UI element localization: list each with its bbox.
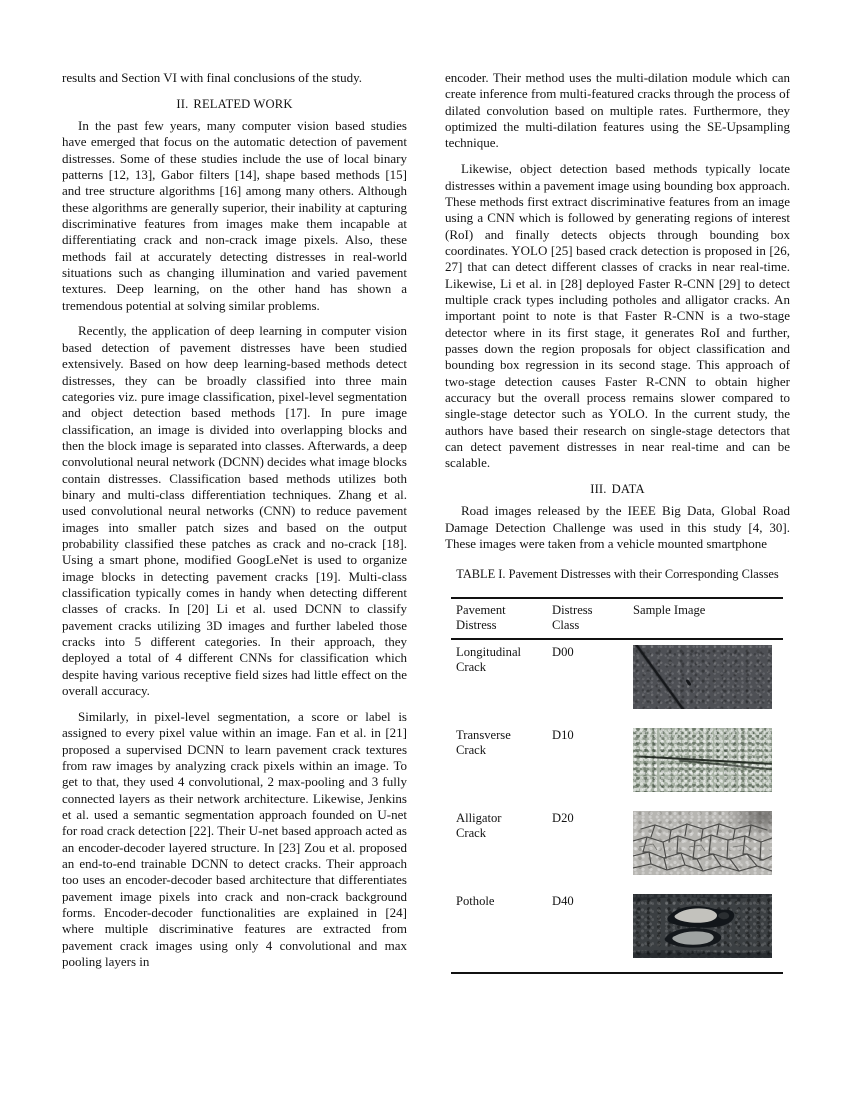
column-header-pavement-distress [451,598,551,638]
paragraph-related-work-3: Similarly, in pixel-level segmentation, a score or label is assigned to every pixel value within an image. Fan et al. in [21] proposed a supervised DCNN to learn pavement crack textures from raw images by analyzing crack pixels within an image. To get to that, they used 4 convolutional, 2 max-pooling and 3 fully connected layers as their network architecture. Likewise, Jenkins et al. used a semantic segmentation approach founded on U-net for road crack detection [22]. Their U-net based approach acted as an encoder-decoder layered structure. In [23] Zou et al. proposed an end-to-end trainable DCNN to detect cracks. Their approach too uses an encoder-decoder based architecture that differentiates pavement image pixels into crack and non-crack background forms. Encoder-decoder functionalities are explained in [24] where multiple discriminative features are extracted from pavement crack images using only 4 convolutional and max pooling layers in [62,708,407,970]
distress-line-2: Crack [456,742,487,757]
section-number: II. [176,96,189,111]
upper-shadow-band [633,894,772,902]
cell-distress-class [551,639,633,723]
two-column-body [62,70,790,1000]
cell-sample-image [633,639,783,723]
table-row [451,889,783,973]
distress-line-2: Crack [456,825,487,840]
pothole-photo [633,894,772,958]
cell-distress-class [551,889,633,973]
header-line-2: Class [552,618,580,633]
section-heading-data [445,481,790,497]
asphalt-grain-texture [633,645,772,709]
cell-distress-class [551,806,633,889]
header-line-1: Pavement [456,603,506,618]
distress-line-1: Transverse [456,727,511,742]
cell-distress-name [451,806,551,889]
column-header-sample-image [633,598,783,638]
paragraph-object-detection: Likewise, object detection based methods typically locate distresses within a pavement image using bounding box approach. These methods first extract discriminative features from an image using a CNN which is followed by generating regions of interest (RoI) and finally detects objects through bounding box coordinates. YOLO [25] based crack detection is proposed in [26, 27] that can detect different classes of cracks in near real-time. Likewise, Li et al. in [28] deployed Faster R-CNN [29] to detect multiple crack types including potholes and alligator cracks. An important point to note is that Faster R-CNN is a two-stage detector where in its first stage, it generates RoI and further, passes down the region proposals for object classification and bounding box regression in its second stage. This approach of two-stage detection causes Faster R-CNN to obtain higher accuracy but the overall process remains slower compared to single-stage detector such as YOLO. In the current study, the authors have based their research on single-stage detectors that can detect pavement distresses in near real-time and can be scalable. [445,161,790,471]
distress-line-2: Crack [456,659,487,674]
table-row [451,723,783,806]
distress-line-1: Longitudinal [456,644,522,659]
table-block [445,566,790,973]
table-caption: TABLE I. Pavement Distresses with their Corresponding Classes [456,567,779,582]
transverse-crack-photo [633,728,772,792]
longitudinal-crack-photo [633,645,772,709]
paragraph-data: Road images released by the IEEE Big Data, Global Road Damage Detection Challenge was used in this study [4, 30]. These images were taken from a vehicle mounted smartphone [445,503,790,551]
cell-distress-name [451,723,551,806]
table-header-row [451,598,783,638]
cell-distress-name [451,639,551,723]
cell-sample-image [633,723,783,806]
column-header-distress-class [551,598,633,638]
section-number: III. [590,482,607,497]
paragraph-related-work-2: Recently, the application of deep learning in computer vision based detection of pavement distresses have been studied extensively. Based on how deep learning-based methods detect distresses, they can be broadly classified into three main categories viz. pure image classification, pixel-level segmentation and object detection based methods [17]. In pure image classification, an image is divided into overlapping blocks and then the block image is separated into classes. Afterwards, a deep convolutional neural network (DCNN) decides what image blocks contain distresses. Classification based methods utilizes both binary and multi-class differentiation techniques. Zhang et al. used convolutional neural networks (CNN) to reduce pavement images into smaller patch sizes and based on the output probability classified these patches as crack and no-crack [18]. Using a smart phone, modified GoogLeNet is used to organize image blocks in detecting pavement cracks [19]. Multi-class classification typically comes in handy when detecting different classes of cracks. In [20] Li et al. used DCNN to classify pavement cracks utilizing 3D images and further labeled those cracks into 5 different categories. In their approach, they deployed a total of 4 different CNNs for classification which despite having various receptive field sizes had little effect on the overall accuracy. [62,323,407,699]
section-heading-related-work [62,96,407,112]
pothole-shapes [633,894,772,958]
left-column [62,70,407,1000]
lower-shadow-band [633,950,772,958]
right-column [445,70,790,1000]
distress-line-1: Alligator [456,810,502,825]
class-code: D20 [552,810,574,825]
table-row [451,806,783,889]
alligator-crack-network [633,811,772,875]
paragraph-related-work-1: In the past few years, many computer vision based studies have emerged that focus on the automatic detection of pavement distresses. Some of these studies include the use of local binary patterns [12, 13], Gabor filters [14], shape based methods [15] and tree structure algorithms [16] among many others. Although these algorithms are generally superior, their inability at capturing discriminative features from images make them incapable at differentiating crack and non-crack image pixels. Also, these methods fail at accurately detecting distresses in real-world situations such as changing illumination and varied pavement textures. Deep learning, on the other hand has shown a tremendous potential at solving similar problems. [62,117,407,313]
table-body [451,639,783,973]
alligator-crack-photo [633,811,772,875]
pavement-distress-table [451,597,783,973]
distress-line-1: Pothole [456,893,495,908]
table-row [451,639,783,723]
header-line-1: Sample Image [633,603,706,618]
cell-sample-image [633,889,783,973]
cell-distress-class [551,723,633,806]
class-code: D10 [552,727,574,742]
paragraph-encoder-continuation: encoder. Their method uses the multi-dilation module which can create inference from multi-featured cracks through the process of dilated convolution based on multiple rates. Furthermore, they optimized the multi-dilation features using the SE-Upsampling technique. [445,70,790,151]
section-title: RELATED WORK [193,96,293,111]
header-line-1: Distress [552,603,593,618]
class-code: D40 [552,893,574,908]
cell-distress-name [451,889,551,973]
cell-sample-image [633,806,783,889]
class-code: D00 [552,644,574,659]
section-title: DATA [611,482,645,497]
lead-paragraph: results and Section VI with final conclusions of the study. [62,70,363,85]
table-head [451,598,783,638]
header-line-2: Distress [456,618,497,633]
